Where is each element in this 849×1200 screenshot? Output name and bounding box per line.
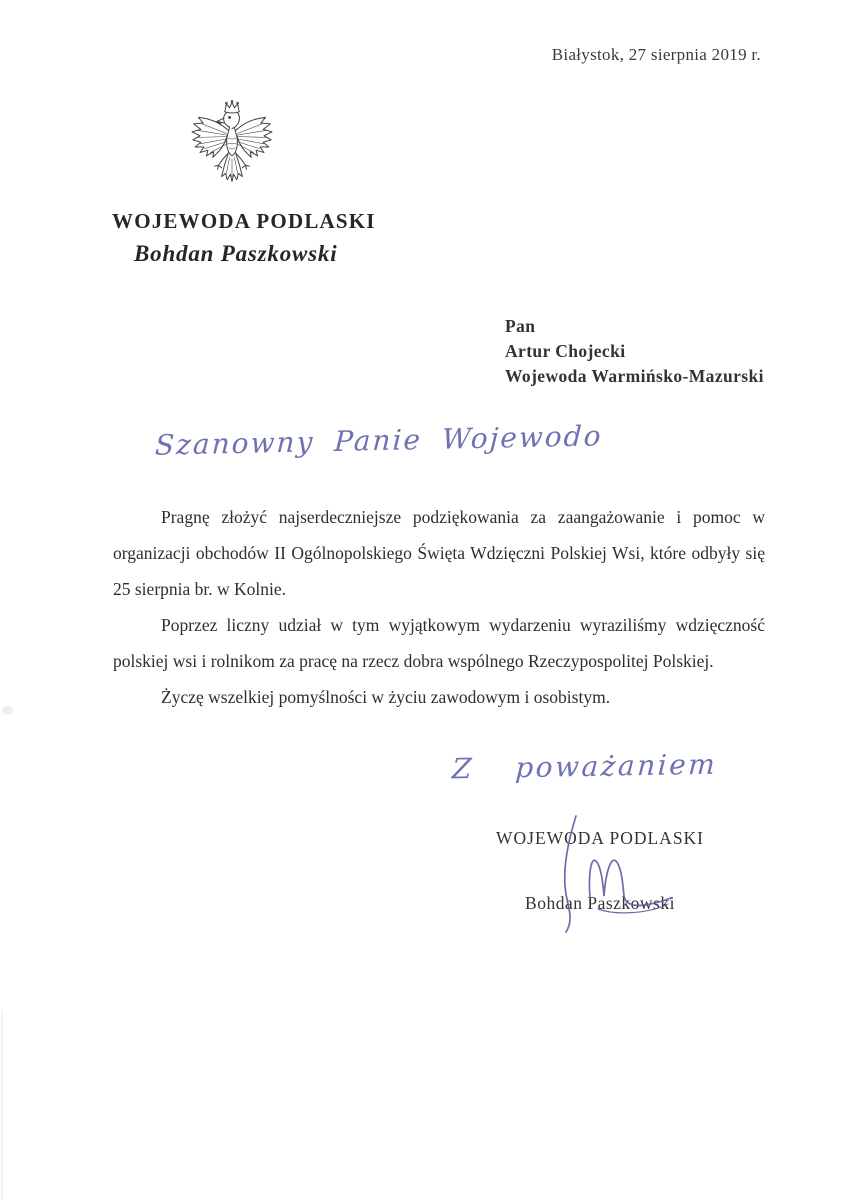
handwritten-salutation: Szanowny Panie Wojewodo [154,419,604,462]
polish-eagle-emblem-icon [184,98,280,204]
letter-body [113,499,765,715]
recipient-name: Artur Chojecki [505,341,626,361]
signature-block [470,828,730,914]
body-paragraph-1: Pragnę złożyć najserdeczniejsze podziękowania za zaangażowanie i pomoc w organizacji obchodów II Ogólnopolskiego Święta Wdzięczni Polskiej Wsi, które odbyły się 25 sierpnia br. w Kolnie. [113,507,765,599]
date-line: Białystok, 27 sierpnia 2019 r. [551,45,761,64]
signature-office-title: WOJEWODA PODLASKI [495,828,705,848]
letterhead-office-title: WOJEWODA PODLASKI [112,209,376,233]
scan-artifact-smudge [2,706,13,715]
body-paragraph-3: Życzę wszelkiej pomyślności w życiu zawodowym i osobistym. [161,687,611,707]
body-paragraph-2: Poprzez liczny udział w tym wyjątkowym wydarzeniu wyraziliśmy wdzięczność polskiej wsi i rolnikom za pracę na rzecz dobra wspólnego Rzeczypospolitej Polskiej. [113,615,765,671]
handwritten-closing: Z poważaniem [451,747,719,786]
scan-edge-shadow [1,1010,3,1200]
letterhead-officeholder-name: Bohdan Paszkowski [134,241,338,266]
recipient-title: Wojewoda Warmińsko-Mazurski [505,366,764,386]
signature-printed-name: Bohdan Paszkowski [525,893,675,913]
recipient-honorific: Pan [505,316,536,336]
recipient-block [505,314,764,389]
